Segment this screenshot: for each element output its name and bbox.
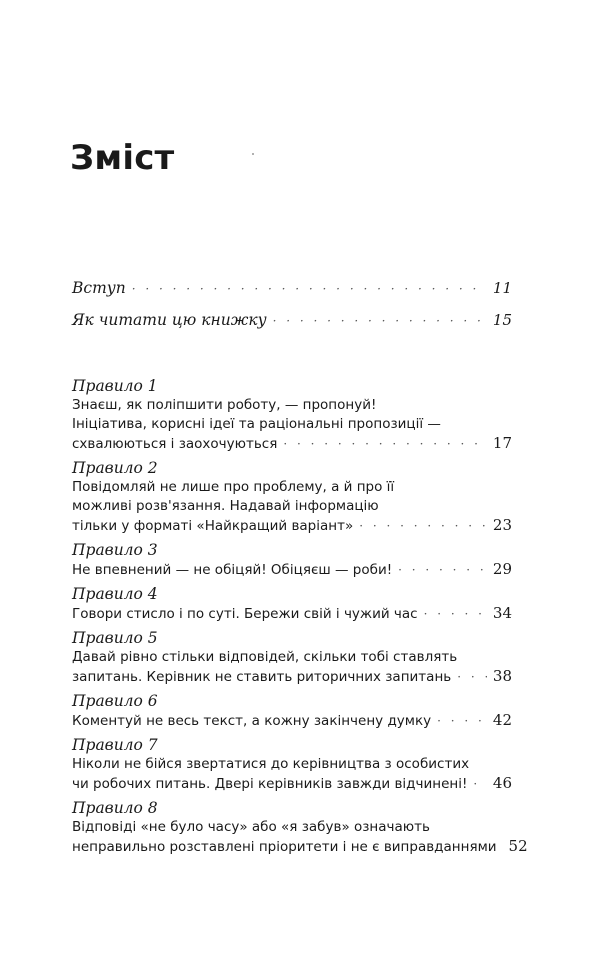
rule-title-line: Не впевнений — не обіцяй! Обіцяєш — роби! (72, 562, 393, 578)
rule-last-line (72, 560, 512, 579)
rule-title-line: Ніколи не бійся звертатися до керівництва з особистих (72, 756, 470, 772)
rule-last-line (72, 667, 512, 686)
toc-entry-rule-5[interactable] (72, 628, 512, 686)
toc-page-number: 42 (492, 711, 512, 729)
dot-leader (359, 517, 487, 536)
rule-title-line: запитань. Керівник не ставить риторичних запитань (72, 669, 452, 685)
rule-title-line: Говори стисло і по суті. Бережи свій і чужий час (72, 606, 418, 622)
rule-label: Правило 1 (72, 377, 158, 395)
toc-page-number: 38 (492, 667, 512, 685)
rule-title-line: Повідомляй не лише про проблему, а й про її (72, 479, 395, 495)
dot-leader (473, 775, 487, 794)
dot-leader (132, 279, 487, 299)
rule-label: Правило 3 (72, 541, 158, 559)
rule-title-line: Відповіді «не було часу» або «я забув» означають (72, 819, 430, 835)
toc-entry-rule-6[interactable] (72, 691, 512, 730)
rule-last-line (72, 604, 512, 623)
toc-page-number: 29 (492, 560, 512, 578)
rule-label: Правило 2 (72, 459, 158, 477)
page-title: Зміст (70, 138, 175, 178)
rule-title-line: Знаєш, як поліпшити роботу, — пропонуй! (72, 397, 377, 413)
rule-title-line: Давай рівно стільки відповідей, скільки тобі ставлять (72, 649, 458, 665)
toc-entry-rule-1[interactable] (72, 376, 512, 453)
rule-title-line: схвалюються і заохочуються (72, 436, 278, 452)
rule-title-line: чи робочих питань. Двері керівників завжди відчинені! (72, 776, 468, 792)
toc-entry-rule-4[interactable] (72, 584, 512, 623)
toc-page-number: 34 (492, 604, 512, 622)
rule-title-line: Ініціатива, корисні ідеї та раціональні пропозиції — (72, 416, 441, 432)
toc-entry-title: Як читати цю книжку (72, 311, 267, 329)
toc-entry-how-to-read[interactable] (72, 310, 512, 330)
rule-label: Правило 6 (72, 692, 158, 710)
rule-last-line (72, 516, 512, 535)
toc-entry-title: Вступ (72, 279, 126, 297)
rule-title-line: Коментуй не весь текст, а кожну закінчену думку (72, 713, 432, 729)
toc-page-number: 17 (492, 434, 512, 452)
table-of-contents (72, 278, 528, 861)
dot-leader (437, 712, 487, 731)
print-speck (252, 153, 254, 155)
toc-page-number: 11 (492, 279, 512, 297)
rule-last-line (72, 774, 512, 793)
toc-page-number: 15 (492, 311, 512, 329)
rule-title-line: неправильно розставлені пріоритети і не є виправданнями (72, 839, 497, 855)
rule-last-line (72, 837, 528, 856)
rule-title-line: можливі розв'язання. Надавай інформацію (72, 498, 379, 514)
dot-leader (457, 668, 487, 687)
rule-label: Правило 7 (72, 736, 158, 754)
toc-page-number: 46 (492, 774, 512, 792)
toc-entry-rule-7[interactable] (72, 735, 512, 793)
toc-page-number: 52 (508, 837, 528, 855)
rule-last-line (72, 434, 512, 453)
rule-title-line: тільки у форматі «Найкращий варіант» (72, 518, 354, 534)
dot-leader (398, 561, 487, 580)
toc-entry-intro[interactable] (72, 278, 512, 298)
rule-label: Правило 8 (72, 799, 158, 817)
toc-entry-rule-8[interactable] (72, 798, 528, 856)
rule-last-line (72, 711, 512, 730)
toc-entry-rule-2[interactable] (72, 458, 512, 535)
dot-leader (424, 605, 487, 624)
toc-page-number: 23 (492, 516, 512, 534)
dot-leader (273, 311, 487, 331)
toc-entry-rule-3[interactable] (72, 540, 512, 579)
dot-leader (283, 435, 487, 454)
rule-label: Правило 4 (72, 585, 158, 603)
section-gap (72, 342, 512, 376)
rule-label: Правило 5 (72, 629, 158, 647)
